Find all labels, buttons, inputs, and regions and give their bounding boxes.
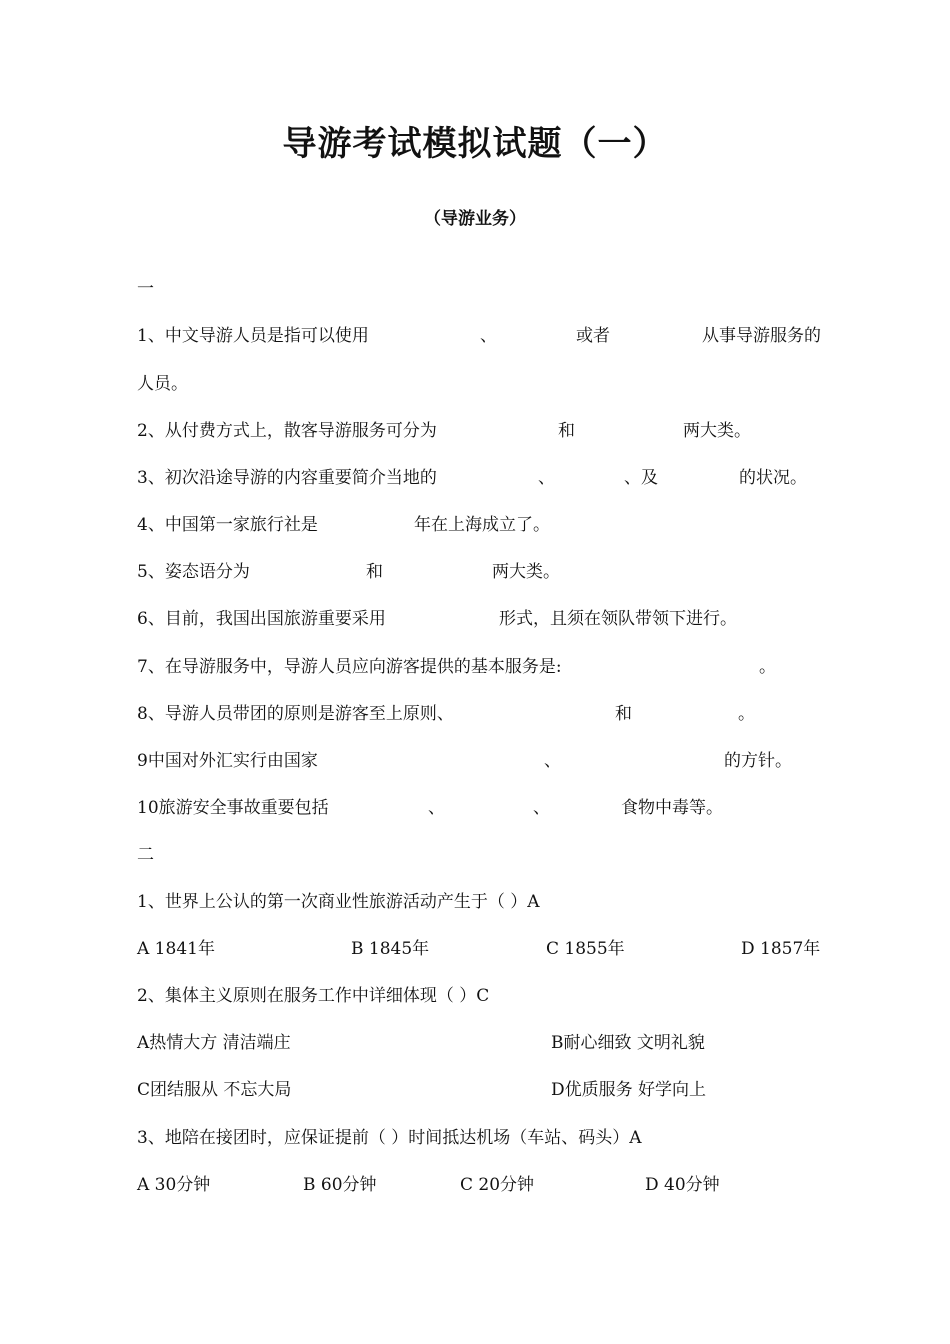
option-d: D 40分钟 bbox=[645, 1175, 720, 1195]
option-c: C团结服从 不忘大局 bbox=[137, 1080, 292, 1100]
question-text: 或者 bbox=[576, 326, 610, 346]
question-text: 。 bbox=[759, 657, 776, 677]
question-text: 3、初次沿途导游的内容重要简介当地的 bbox=[137, 468, 437, 488]
option-c: C 20分钟 bbox=[460, 1175, 535, 1195]
question-text: 和 bbox=[615, 704, 632, 724]
option-a: A 1841年 bbox=[137, 939, 215, 959]
question-text: 、 bbox=[533, 798, 550, 818]
question-text: 两大类。 bbox=[683, 421, 751, 441]
question-text: 7、在导游服务中，导游人员应向游客提供的基本服务是: bbox=[137, 657, 562, 677]
question-text: 两大类。 bbox=[492, 562, 560, 582]
option-b: B耐心细致 文明礼貌 bbox=[551, 1033, 705, 1053]
question-text: 9中国对外汇实行由国家 bbox=[137, 751, 318, 771]
section-heading-2: 二 bbox=[137, 845, 154, 865]
question-text: 4、中国第一家旅行社是 bbox=[137, 515, 318, 535]
question-text: 5、姿态语分为 bbox=[137, 562, 250, 582]
question-text: 、 bbox=[538, 468, 555, 488]
question-text: 形式，且须在领队带领下进行。 bbox=[499, 609, 737, 629]
question-text: 1、中文导游人员是指可以使用 bbox=[137, 326, 369, 346]
question-2-3: 3、地陪在接团时，应保证提前（ ）时间抵达机场（车站、码头）A bbox=[137, 1128, 642, 1148]
question-text: 和 bbox=[558, 421, 575, 441]
section-heading-1: 一 bbox=[137, 279, 154, 299]
option-a: A热情大方 清洁端庄 bbox=[137, 1033, 291, 1053]
option-d: D 1857年 bbox=[741, 939, 821, 959]
question-text: 年在上海成立了。 bbox=[414, 515, 550, 535]
question-2-2: 2、集体主义原则在服务工作中详细体现（ ）C bbox=[137, 986, 490, 1006]
question-text: 8、导游人员带团的原则是游客至上原则、 bbox=[137, 704, 454, 724]
question-text: 的状况。 bbox=[739, 468, 807, 488]
question-text: 、 bbox=[544, 751, 561, 771]
document-title: 导游考试模拟试题（一） bbox=[282, 124, 668, 164]
question-text: 、及 bbox=[624, 468, 658, 488]
question-text: 、 bbox=[428, 798, 445, 818]
option-a: A 30分钟 bbox=[137, 1175, 211, 1195]
option-d: D优质服务 好学向上 bbox=[551, 1080, 707, 1100]
question-text: 食物中毒等。 bbox=[621, 798, 723, 818]
question-text: 10旅游安全事故重要包括 bbox=[137, 798, 329, 818]
document-subtitle: （导游业务） bbox=[424, 209, 526, 229]
question-1-1-continued: 人员。 bbox=[137, 374, 188, 394]
question-text: 的方针。 bbox=[724, 751, 792, 771]
question-text: 6、目前，我国出国旅游重要采用 bbox=[137, 609, 386, 629]
question-text: 和 bbox=[366, 562, 383, 582]
question-text: 从事导游服务的 bbox=[702, 326, 821, 346]
option-b: B 1845年 bbox=[351, 939, 430, 959]
option-c: C 1855年 bbox=[546, 939, 625, 959]
question-text: 。 bbox=[738, 704, 755, 724]
question-2-1: 1、世界上公认的第一次商业性旅游活动产生于（ ）A bbox=[137, 892, 540, 912]
question-text: 2、从付费方式上，散客导游服务可分为 bbox=[137, 421, 437, 441]
option-b: B 60分钟 bbox=[303, 1175, 377, 1195]
question-text: 、 bbox=[480, 326, 497, 346]
